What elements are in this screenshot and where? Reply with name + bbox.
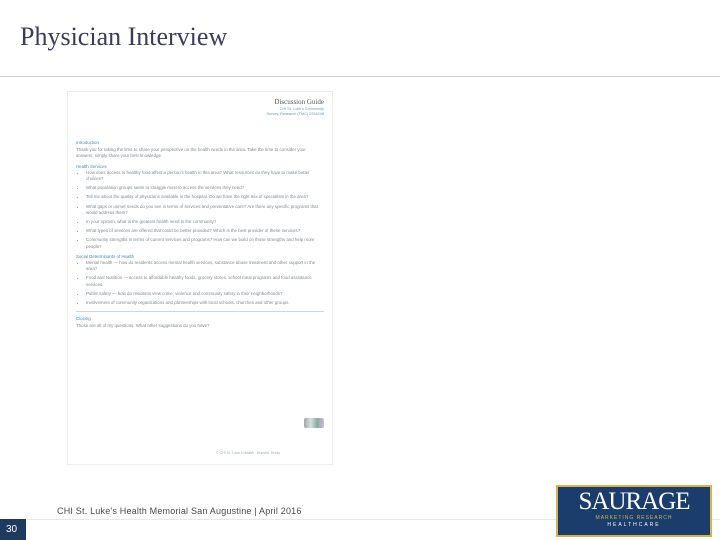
thumbnail-image — [304, 418, 324, 428]
closing-heading: Closing — [76, 316, 91, 322]
list-item: • Involvement of community organizations and partnerships with local schools, churches and other groups. — [86, 300, 324, 306]
health-services-list — [76, 170, 324, 250]
logo-division: HEALTHCARE — [558, 521, 710, 530]
list-item: • Community strengths in terms of current services and programs? How can we build on those strengths and help more people? — [86, 237, 324, 249]
document-subtitle-2: Survey, Research (TMC) 0316248 — [266, 112, 324, 116]
document-title: Discussion Guide — [274, 98, 324, 106]
list-item: • Food and Nutrition — access to affordable healthy foods, grocery stores, school meal programs and food assistance services. — [86, 275, 324, 287]
closing-divider — [76, 311, 324, 312]
intro-heading: Introduction — [76, 140, 99, 145]
list-item: • In your opinion, what is the greatest health need in the community? — [86, 219, 324, 225]
health-services-heading: Health Services — [76, 163, 107, 169]
saurage-logo — [556, 485, 712, 537]
slide-title: Physician Interview — [20, 22, 228, 51]
document-footer: © CHI St. Luke's Health · Burnett, Texas — [216, 450, 280, 455]
page-number: 30 — [0, 519, 26, 540]
social-heading: Social Determinants of Health — [76, 253, 135, 259]
list-item: • Public safety — how do residents view crime, violence and community safety in their neighborhoods? — [86, 291, 324, 297]
list-item: • Tell me about the quality of physicians available in the hospital. Do we have the right mix of specialists in the area? — [86, 194, 324, 200]
document-subtitle-1: CHI St. Luke's Community — [279, 107, 324, 111]
social-list — [76, 260, 324, 306]
list-item: • How does access to healthy food affect a person's health in this area? What resources do they have to make better choices? — [86, 170, 324, 182]
document-header — [266, 98, 324, 117]
closing-text: Those are all of my questions. What other suggestions do you have? — [76, 323, 210, 329]
discussion-guide-document — [68, 92, 332, 464]
title-divider — [0, 76, 720, 77]
list-item: • Mental health — how do residents access mental health services, substance abuse treatment and other support in the area? — [86, 260, 324, 272]
slide-footer: CHI St. Luke's Health Memorial San Augustine | April 2016 — [57, 506, 302, 516]
logo-brand: SAURAGE — [578, 488, 690, 515]
document-body — [76, 136, 324, 333]
logo-tagline: MARKETING RESEARCH — [595, 515, 673, 521]
list-item: • What types of services are offered that could be better provided? Which is the best provider of these services? — [86, 228, 324, 234]
list-item: • What population groups seem to struggle most to access the services they need? — [86, 185, 324, 191]
intro-text: Thank you for taking the time to share your perspective on the health needs in the area. Take the time to consider your answers; simply share your best knowledge. — [76, 147, 306, 159]
list-item: • What gaps or unmet needs do you see in terms of services and preventative care? Are there any specific programs that would address them? — [86, 204, 324, 216]
